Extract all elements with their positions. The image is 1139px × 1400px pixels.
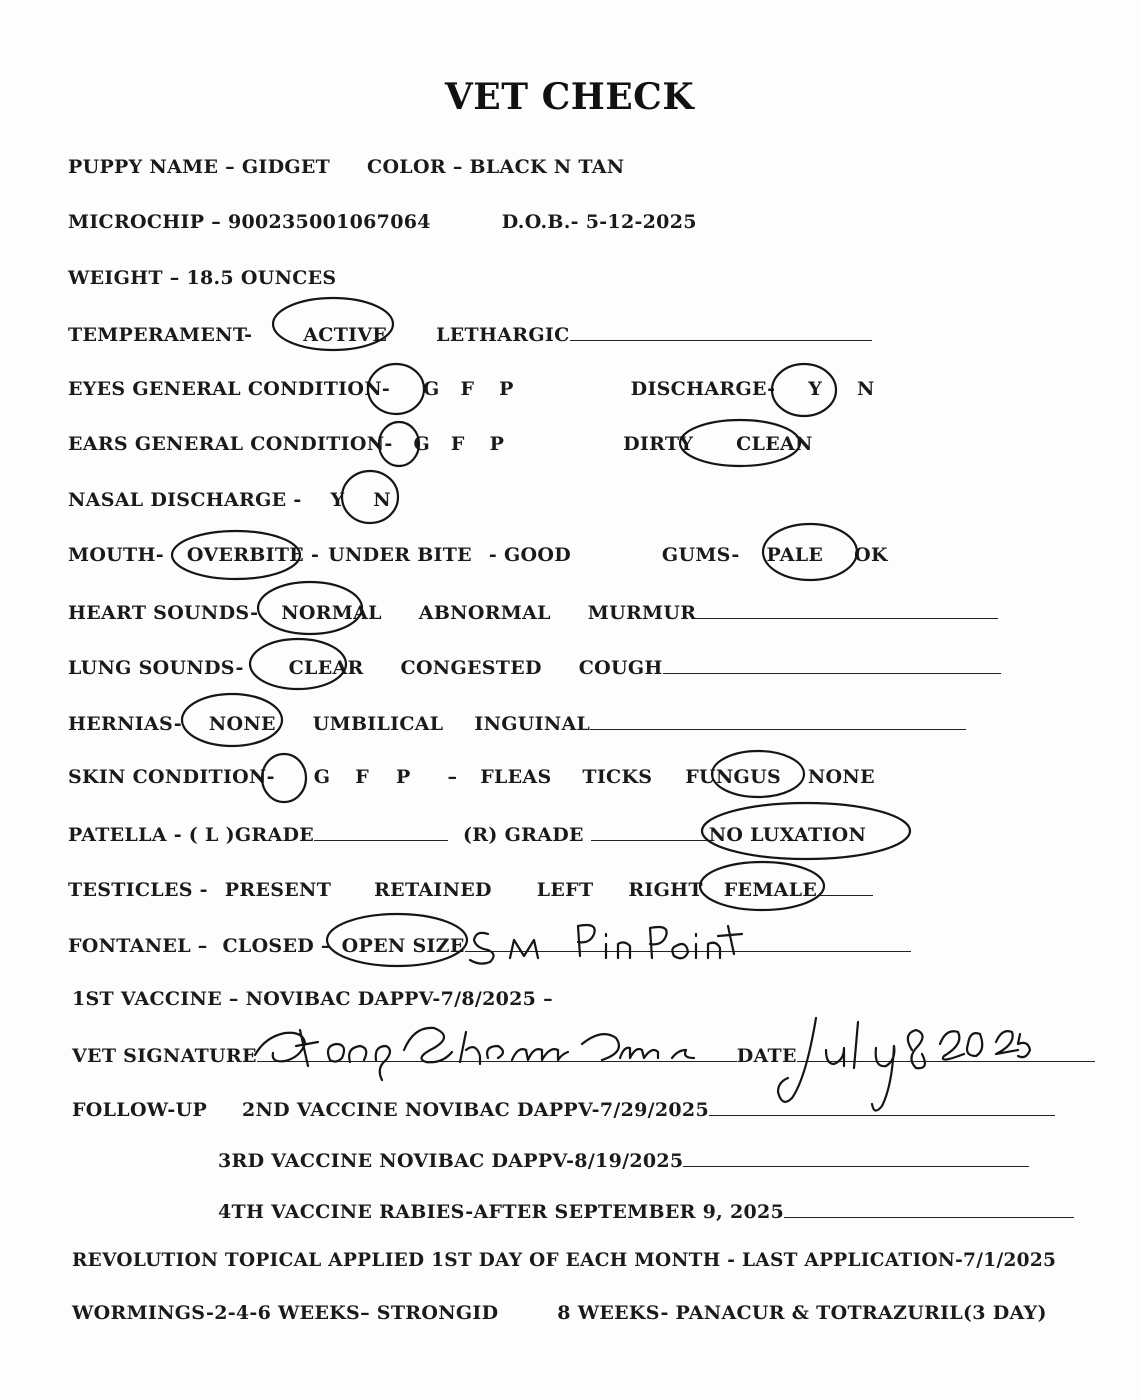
heart-abnormal: ABNORMAL [418,602,551,624]
wormings-row [72,1302,1047,1324]
gums-pale: PALE [766,544,824,566]
date-label: DATE [736,1045,797,1067]
microchip: MICROCHIP – 900235001067064 [68,211,431,233]
vet-signature-line [257,1043,737,1062]
patella-value: NO LUXATION [708,824,867,846]
vet-signature-label: VET SIGNATURE [72,1045,257,1067]
testicles-present: PRESENT [224,879,332,901]
skin-fungus: FUNGUS [685,766,781,788]
temperament-line [570,322,872,341]
lung-clear: CLEAR [288,657,364,679]
followup-item-2nd: 2ND VACCINE NOVIBAC DAPPV-7/29/2025 [241,1099,709,1121]
fontanel-label: FONTANEL – [68,935,208,957]
wormings-part1: WORMINGS-2-4-6 WEEKS– STRONGID [72,1302,499,1324]
fontanel-row [68,933,911,957]
eyes-row [68,378,875,400]
testicles-label: TESTICLES - [68,879,208,901]
testicles-line [817,877,873,896]
temperament-row [68,322,872,346]
skin-g: G [313,766,331,788]
dob: D.O.B.- 5-12-2025 [501,211,697,233]
skin-ticks: TICKS [582,766,653,788]
gums-label: GUMS- [661,544,740,566]
followup-row-3 [218,1199,1074,1223]
gums-ok: OK [854,544,888,566]
hernias-row [68,711,966,735]
signature-row [72,1043,1095,1067]
followup-item-3rd: 3RD VACCINE NOVIBAC DAPPV-8/19/2025 [218,1150,684,1172]
hernias-umbilical: UMBILICAL [312,713,444,735]
fontanel-line [465,933,911,952]
wormings-part2: 8 WEEKS- PANACUR & TOTRAZURIL(3 DAY) [557,1302,1047,1324]
ears-clean: CLEAN [736,433,813,455]
followup-row-2 [218,1148,1029,1172]
lung-congested: CONGESTED [400,657,542,679]
heart-murmur: MURMUR [587,602,697,624]
skin-dash: – [447,766,458,788]
eyes-discharge-n: N [857,378,875,400]
skin-fleas: FLEAS [480,766,552,788]
patella-left-label: PATELLA - ( L )GRADE [68,824,315,846]
lung-label: LUNG SOUNDS- [68,657,244,679]
eyes-g: G [422,378,440,400]
ears-row [68,433,813,455]
hernias-none: NONE [208,713,276,735]
eyes-f: F [460,378,475,400]
patella-right-line [591,822,709,841]
skin-f: F [355,766,370,788]
nasal-row [68,489,391,511]
mouth-good: - GOOD [488,544,571,566]
eyes-discharge-y: Y [808,378,823,400]
testicles-right: RIGHT [628,879,703,901]
vaccine1: 1ST VACCINE – NOVIBAC DAPPV-7/8/2025 – [72,988,553,1010]
hernias-label: HERNIAS- [68,713,182,735]
mouth-overbite: OVERBITE - [186,544,320,566]
followup-row-1 [72,1097,1055,1121]
puppy-name: PUPPY NAME – GIDGET [68,156,331,178]
nasal-n: N [373,489,391,511]
testicles-left: LEFT [536,879,594,901]
heart-row [68,600,998,624]
heart-line [696,600,998,619]
patella-row [68,822,866,846]
temperament-active: ACTIVE [303,324,388,346]
temperament-lethargic: LETHARGIC [436,324,570,346]
eyes-label: EYES GENERAL CONDITION- [68,378,391,400]
nasal-label: NASAL DISCHARGE - [68,489,302,511]
followup-line-2nd [709,1097,1055,1116]
puppy-row [68,156,624,178]
skin-none: NONE [807,766,875,788]
temperament-label: TEMPERAMENT- [68,324,253,346]
skin-row [68,766,875,788]
lung-cough: COUGH [578,657,663,679]
patella-left-line [314,822,448,841]
mouth-underbite: UNDER BITE [328,544,472,566]
ears-p: P [489,433,505,455]
testicles-retained: RETAINED [374,879,492,901]
eyes-discharge-label: DISCHARGE- [630,378,776,400]
fontanel-closed: CLOSED – [222,935,331,957]
heart-label: HEART SOUNDS- [68,602,259,624]
followup-item-4th: 4TH VACCINE RABIES-AFTER SEPTEMBER 9, 2025 [218,1201,785,1223]
followup-line-4th [784,1199,1074,1218]
skin-p: P [395,766,411,788]
testicles-female: FEMALE [723,879,818,901]
patella-right-label: (R) GRADE [463,824,584,846]
fontanel-open: OPEN SIZE [341,935,465,957]
testicles-row [68,877,873,901]
revolution-note: REVOLUTION TOPICAL APPLIED 1ST DAY OF EACH MONTH - LAST APPLICATION-7/1/2025 [72,1250,1057,1271]
lung-row [68,655,1001,679]
lung-line [663,655,1001,674]
date-line [797,1043,1095,1062]
mouth-row [68,544,888,566]
heart-normal: NORMAL [281,602,382,624]
ears-g: G [413,433,430,455]
puppy-color: COLOR – BLACK N TAN [367,156,625,178]
skin-label: SKIN CONDITION- [68,766,275,788]
followup-label: FOLLOW-UP [72,1099,208,1121]
followup-line-3rd [683,1148,1029,1167]
ears-f: F [450,433,465,455]
weight: WEIGHT – 18.5 OUNCES [68,267,337,289]
ears-label: EARS GENERAL CONDITION- [68,433,393,455]
mouth-label: MOUTH- [68,544,164,566]
microchip-row [68,211,697,233]
eyes-p: P [499,378,514,400]
hernias-inguinal: INGUINAL [474,713,591,735]
ears-dirty: DIRTY [623,433,694,455]
form-title: VET CHECK [444,76,695,118]
nasal-y: Y [330,489,345,511]
hernias-line [590,711,966,730]
